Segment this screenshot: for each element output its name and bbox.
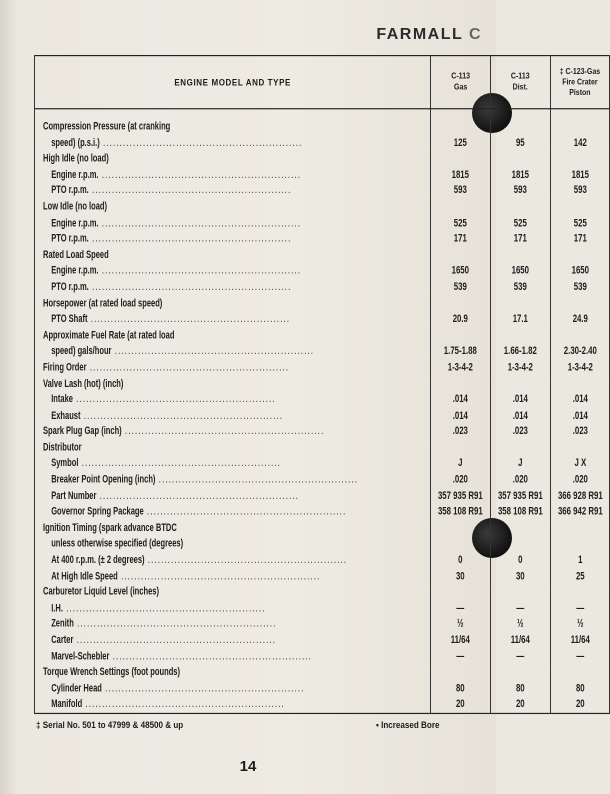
spec-value: [438, 119, 483, 135]
spec-row-label: [43, 311, 436, 327]
spec-value-cell: [490, 360, 550, 376]
spec-row-label: [43, 279, 436, 295]
spec-row-label-text: Zenith: [51, 617, 74, 630]
spec-group: [35, 424, 610, 440]
spec-row-label: [43, 424, 427, 440]
spec-value: .014: [453, 408, 469, 421]
spec-row-label-text: PTO r.p.m.: [51, 280, 89, 293]
leader-dots: ............................................................: [96, 489, 300, 502]
spec-value: 539: [513, 280, 527, 293]
spec-row-label: [43, 263, 436, 279]
spec-value: [438, 536, 483, 552]
spec-value: [438, 665, 483, 681]
spec-value: 80: [456, 681, 465, 694]
spec-row-label: [43, 440, 427, 456]
brand-name: FARMALL: [376, 26, 463, 43]
leader-dots: ............................................................: [73, 617, 277, 630]
spec-row-label: [43, 392, 436, 408]
spec-value-cell: [490, 376, 550, 424]
spec-value: [498, 440, 543, 456]
spec-row-label: [43, 151, 427, 167]
leader-dots: ............................................................: [117, 569, 321, 582]
spec-value-cell: [550, 584, 610, 664]
spec-value: 1.66-1.82: [503, 344, 537, 357]
spec-value: [558, 199, 603, 215]
spec-row-label: [43, 135, 436, 151]
spec-value: 142: [573, 136, 587, 148]
spec-value-cell: [550, 295, 610, 327]
spec-value: 20: [515, 697, 525, 710]
spec-value: 1: [577, 553, 583, 566]
spec-value: .020: [572, 473, 588, 485]
spec-value: [438, 151, 483, 167]
spec-value-cell: [490, 199, 550, 247]
spec-row-label-text: Engine r.p.m.: [51, 168, 99, 180]
spec-value: [558, 520, 603, 536]
spec-value: [558, 151, 603, 167]
spec-group: [35, 440, 610, 520]
spec-value-cell: [431, 247, 491, 295]
spec-row-label-text: Carter: [51, 633, 74, 646]
spec-value: [498, 199, 543, 215]
spec-value: 366 928 R91: [557, 489, 603, 502]
spec-value: [438, 376, 483, 392]
spec-row-label-text: Governor Spring Package: [51, 505, 144, 518]
spec-row-label-text: Ignition Timing (spark advance BTDC: [43, 521, 177, 534]
spec-value: —: [516, 601, 525, 614]
spec-value: —: [456, 601, 465, 614]
spec-value-cell: [431, 376, 491, 424]
spec-row-label: [43, 408, 436, 424]
spec-value-cell: [490, 584, 550, 664]
leader-dots: ............................................................: [111, 344, 315, 357]
spec-value: 593: [513, 184, 527, 196]
spec-value: [498, 247, 543, 263]
spec-value: .023: [572, 425, 588, 437]
leader-dots: ............................................................: [144, 553, 348, 566]
leader-dots: ............................................................: [88, 280, 292, 293]
spec-value: 358 108 R91: [497, 505, 543, 518]
spec-value-cell: [490, 520, 550, 584]
spec-value: 20: [456, 697, 465, 710]
spec-value: ½: [516, 617, 524, 630]
spec-row-label-text: At High Idle Speed: [51, 569, 118, 582]
spec-group: [35, 295, 610, 327]
footnote-serial: ‡ Serial No. 501 to 47999 & 48500 & up: [36, 720, 184, 731]
spec-row-label-text: PTO r.p.m.: [51, 232, 89, 245]
spec-row-label-text: Distributor: [43, 441, 82, 453]
spec-value: 30: [515, 569, 525, 582]
spec-value: —: [456, 649, 465, 662]
leader-dots: ............................................................: [72, 392, 276, 405]
spec-value: 525: [573, 216, 587, 229]
spec-value: 539: [573, 280, 587, 293]
spec-value-cell: [550, 424, 610, 440]
spec-row-label: [43, 376, 427, 392]
spec-row-label-text: Approximate Fuel Rate (at rated load: [43, 328, 175, 341]
spec-value: J: [458, 457, 463, 469]
spec-value-cell: [550, 327, 610, 359]
spec-value: .014: [453, 392, 469, 405]
spec-value: 1-3-4-2: [567, 360, 593, 373]
spec-value: .020: [453, 473, 469, 485]
spec-value: 17.1: [512, 312, 528, 325]
leader-dots: ............................................................: [88, 184, 292, 196]
spec-label-cell: [35, 440, 431, 520]
header-col-line1: C-113: [451, 72, 470, 81]
header-engine-model: ENGINE MODEL AND TYPE: [35, 56, 431, 109]
spec-value: .014: [512, 408, 528, 421]
spec-value: 25: [575, 569, 585, 582]
spec-value: 1815: [511, 168, 529, 180]
spec-value: [438, 247, 483, 263]
spec-value: 539: [454, 280, 468, 293]
spec-value-cell: [431, 360, 491, 376]
spec-value: 1-3-4-2: [507, 360, 533, 373]
spec-value: [558, 376, 603, 392]
spec-row-label: [43, 568, 436, 584]
spec-value: 525: [454, 216, 468, 229]
spec-label-cell: [35, 520, 431, 584]
spec-row-label: [43, 199, 427, 215]
spec-value-cell: [490, 327, 550, 359]
spec-value: .014: [572, 392, 588, 405]
spec-value: 1815: [451, 168, 470, 180]
spec-row-label-text: Engine r.p.m.: [51, 216, 99, 229]
spec-row-label: [43, 600, 436, 616]
spec-group: [35, 584, 610, 664]
spec-row-label-text: Valve Lash (hot) (inch): [43, 376, 124, 389]
spec-value: 357 935 R91: [497, 489, 543, 502]
leader-dots: ............................................................: [99, 136, 303, 148]
spec-row-label: [43, 231, 436, 247]
spec-value: [558, 295, 603, 311]
leader-dots: ............................................................: [86, 360, 290, 373]
spec-value: [558, 327, 603, 343]
spec-value: [498, 295, 543, 311]
spacer-row: [35, 109, 610, 119]
spec-value: 1815: [571, 168, 589, 180]
spec-value: [558, 584, 603, 600]
spec-value: 20.9: [453, 312, 469, 325]
spec-row-label: [43, 456, 436, 472]
spec-group: [35, 247, 610, 295]
spec-value-cell: [431, 119, 491, 151]
leader-dots: ............................................................: [80, 408, 284, 421]
spec-value: [558, 119, 603, 135]
spec-value: [498, 520, 543, 536]
spec-row-label-text: I.H.: [51, 601, 63, 614]
spec-value-cell: [550, 360, 610, 376]
spec-row-label: [43, 584, 427, 600]
spec-row-label-text: speed) gals/hour: [51, 344, 112, 357]
spec-value: 11/64: [510, 633, 530, 646]
spec-group: [35, 665, 610, 714]
spec-value: 24.9: [572, 312, 588, 325]
header-col-line2: Gas: [454, 83, 468, 92]
brand-header: [376, 26, 482, 44]
spec-value: [498, 151, 543, 167]
spec-value: [498, 584, 543, 600]
spec-value: [438, 199, 483, 215]
spec-label-cell: [35, 584, 431, 664]
spec-value: 593: [454, 184, 468, 196]
spec-value-cell: [431, 584, 491, 664]
spec-value-cell: [490, 119, 550, 151]
leader-dots: ............................................................: [87, 312, 291, 325]
spec-value-cell: [550, 520, 610, 584]
spec-row-label: [43, 344, 436, 360]
spec-row-label: [43, 616, 436, 632]
spec-group: [35, 119, 610, 151]
leader-dots: ............................................................: [155, 473, 359, 485]
spec-row-label-text: Carburetor Liquid Level (inches): [43, 585, 159, 598]
spec-value: 95: [515, 136, 525, 148]
spec-value: [558, 536, 603, 552]
spec-row-label: [43, 167, 436, 183]
spec-value: ½: [576, 617, 584, 630]
spec-label-cell: [35, 376, 431, 424]
spec-value: 2.30-2.40: [563, 344, 597, 357]
spec-value-cell: [550, 151, 610, 199]
spec-row-label: [43, 295, 427, 311]
spec-value-cell: [490, 247, 550, 295]
spec-value: 1650: [451, 264, 470, 277]
spec-row-label-text: Engine r.p.m.: [51, 264, 99, 277]
spec-value: —: [575, 649, 584, 662]
spec-value: 30: [456, 569, 465, 582]
spec-value: .014: [512, 392, 528, 405]
spec-value: 0: [458, 553, 463, 566]
header-col-line1: ‡ C-123-Gas: [559, 67, 601, 76]
spec-value: 80: [515, 681, 525, 694]
leader-dots: ............................................................: [143, 505, 347, 518]
spec-row-label-text: Spark Plug Gap (inch): [43, 425, 122, 437]
spec-value: 171: [573, 232, 587, 245]
spec-row-label-text: speed) (p.s.i.): [51, 136, 100, 148]
spec-row-label: [43, 536, 436, 552]
spec-row-label: [43, 488, 436, 504]
spec-value: [498, 327, 543, 343]
spec-row-label: [43, 215, 436, 231]
spec-value: 1650: [511, 264, 529, 277]
spec-row-label-text: Compression Pressure (at cranking: [43, 119, 171, 132]
spec-value: [438, 327, 483, 343]
spec-value: [498, 665, 543, 681]
spec-value: J: [518, 457, 523, 469]
spec-row-label-text: Torque Wrench Settings (foot pounds): [43, 665, 180, 678]
leader-dots: ............................................................: [98, 264, 302, 277]
spec-row-label-text: High Idle (no load): [43, 152, 109, 164]
header-col-line1: C-113: [510, 72, 530, 81]
spec-value: ½: [457, 617, 464, 630]
spec-value: [558, 665, 603, 681]
spec-row-label: [43, 552, 436, 568]
spec-value: 358 108 R91: [438, 505, 484, 518]
spec-value-cell: [431, 327, 491, 359]
spec-group: [35, 520, 610, 584]
spec-value-cell: [550, 440, 610, 520]
spec-value: 1-3-4-2: [448, 360, 474, 373]
spec-value: [438, 520, 483, 536]
leader-dots: ............................................................: [78, 457, 282, 469]
spec-row-label: [43, 119, 427, 135]
spec-value: .023: [512, 425, 528, 437]
spec-value: 1.75-1.88: [444, 344, 478, 357]
spec-row-label-text: Rated Load Speed: [43, 248, 109, 261]
leader-dots: ............................................................: [98, 216, 302, 229]
spec-group: [35, 360, 610, 376]
spec-value: —: [516, 649, 525, 662]
spec-row-label: [43, 327, 427, 343]
spec-value: 171: [513, 232, 527, 245]
spec-value: 0: [518, 553, 523, 566]
spec-value: [558, 247, 603, 263]
spec-value-cell: [490, 151, 550, 199]
spec-value: [558, 440, 603, 456]
spec-row-label: [43, 360, 427, 376]
leader-dots: ............................................................: [73, 633, 277, 646]
spec-value: [438, 440, 483, 456]
spec-value: [498, 376, 543, 392]
spec-label-cell: [35, 151, 431, 199]
spec-value-cell: [431, 665, 491, 714]
table-body: [35, 109, 610, 714]
leader-dots: ............................................................: [88, 232, 292, 245]
header-col-line2: Fire Crater Piston: [562, 78, 598, 97]
spec-row-label: [43, 183, 436, 199]
spec-group: [35, 151, 610, 199]
spec-value-cell: [490, 424, 550, 440]
spec-row-label: [43, 633, 436, 649]
spec-row-label: [43, 665, 427, 681]
spec-value: 11/64: [451, 633, 471, 646]
spec-row-label-text: Exhaust: [51, 408, 81, 421]
leader-dots: ............................................................: [121, 425, 325, 437]
spec-value-cell: [431, 440, 491, 520]
spec-value: [498, 536, 543, 552]
spec-group: [35, 376, 610, 424]
spec-label-cell: [35, 247, 431, 295]
spec-value-cell: [431, 424, 491, 440]
spec-row-label-text: Horsepower (at rated load speed): [43, 296, 163, 309]
spec-value: 80: [575, 681, 585, 694]
spec-value: —: [575, 601, 584, 614]
engine-spec-table: [34, 55, 610, 714]
spec-value: 593: [573, 184, 587, 196]
spec-value: 125: [454, 136, 468, 148]
leader-dots: ............................................................: [98, 168, 302, 180]
spec-row-label-text: Intake: [51, 392, 73, 405]
brand-cut-letter: C: [468, 26, 482, 43]
spec-row-label-text: Low Idle (no load): [43, 200, 108, 213]
spec-label-cell: [35, 119, 431, 151]
spec-row-label: [43, 520, 427, 536]
spec-value-cell: [431, 295, 491, 327]
header-col-c113-gas: [431, 56, 491, 109]
spec-row-label-text: At 400 r.p.m. (± 2 degrees): [51, 553, 145, 566]
spec-value: [498, 119, 543, 135]
spec-label-cell: [35, 327, 431, 359]
spec-value-cell: [431, 520, 491, 584]
spec-value: 20: [575, 697, 585, 710]
leader-dots: ............................................................: [82, 697, 285, 710]
leader-dots: ............................................................: [101, 681, 305, 694]
spec-row-label: [43, 247, 427, 263]
spec-row-label-text: Part Number: [51, 489, 97, 502]
spec-row-label: [43, 649, 436, 665]
spec-label-cell: [35, 424, 431, 440]
footnote-increased-bore: ▪ Increased Bore: [376, 720, 440, 731]
spec-row-label-text: Symbol: [51, 457, 79, 469]
spec-row-label: [43, 697, 436, 713]
spec-row-label-text: Manifold: [51, 697, 83, 710]
spec-value-cell: [490, 665, 550, 714]
header-col-line2: Dist.: [512, 83, 528, 92]
spec-row-label-text: unless otherwise specified (degrees): [51, 537, 184, 550]
spec-value-cell: [431, 151, 491, 199]
spec-value: 11/64: [570, 633, 590, 646]
header-col-c123-gas: [550, 56, 610, 109]
spec-value: [438, 584, 483, 600]
spec-value: .014: [572, 408, 588, 421]
spec-value: 357 935 R91: [438, 489, 484, 502]
spec-label-cell: [35, 199, 431, 247]
spec-value-cell: [550, 247, 610, 295]
spec-value: 1650: [571, 264, 589, 277]
table-header-row: [35, 56, 610, 109]
spec-value-cell: [550, 376, 610, 424]
spec-row-label: [43, 472, 436, 488]
spec-group: [35, 199, 610, 247]
leader-dots: ............................................................: [62, 601, 266, 614]
spec-row-label-text: PTO Shaft: [51, 312, 88, 325]
spec-value-cell: [490, 295, 550, 327]
spec-value-cell: [550, 199, 610, 247]
spec-row-label-text: PTO r.p.m.: [51, 184, 89, 196]
spec-value: 366 942 R91: [557, 505, 603, 518]
spec-label-cell: [35, 665, 431, 714]
spec-row-label-text: Firing Order: [43, 360, 87, 373]
spec-row-label: [43, 504, 436, 520]
spec-value: .023: [453, 425, 469, 437]
spec-row-label-text: Cylinder Head: [51, 681, 102, 694]
spec-value-cell: [550, 119, 610, 151]
spec-row-label: [43, 681, 436, 697]
spec-value-cell: [550, 665, 610, 714]
page-number: 14: [239, 758, 257, 775]
spec-label-cell: [35, 295, 431, 327]
spec-value-cell: [431, 199, 491, 247]
spec-value-cell: [490, 440, 550, 520]
header-col-c113-dist: [490, 56, 550, 109]
spec-group: [35, 327, 610, 359]
spec-value: .020: [512, 473, 528, 485]
leader-dots: ............................................................: [109, 649, 313, 662]
spec-row-label-text: Marvel-Schebler: [51, 649, 110, 662]
spec-value: 171: [454, 232, 468, 245]
spec-row-label-text: Breaker Point Opening (inch): [51, 473, 156, 485]
spec-value: J X: [574, 457, 586, 469]
spec-label-cell: [35, 360, 431, 376]
spec-value: [438, 295, 483, 311]
spec-value: 525: [513, 216, 527, 229]
